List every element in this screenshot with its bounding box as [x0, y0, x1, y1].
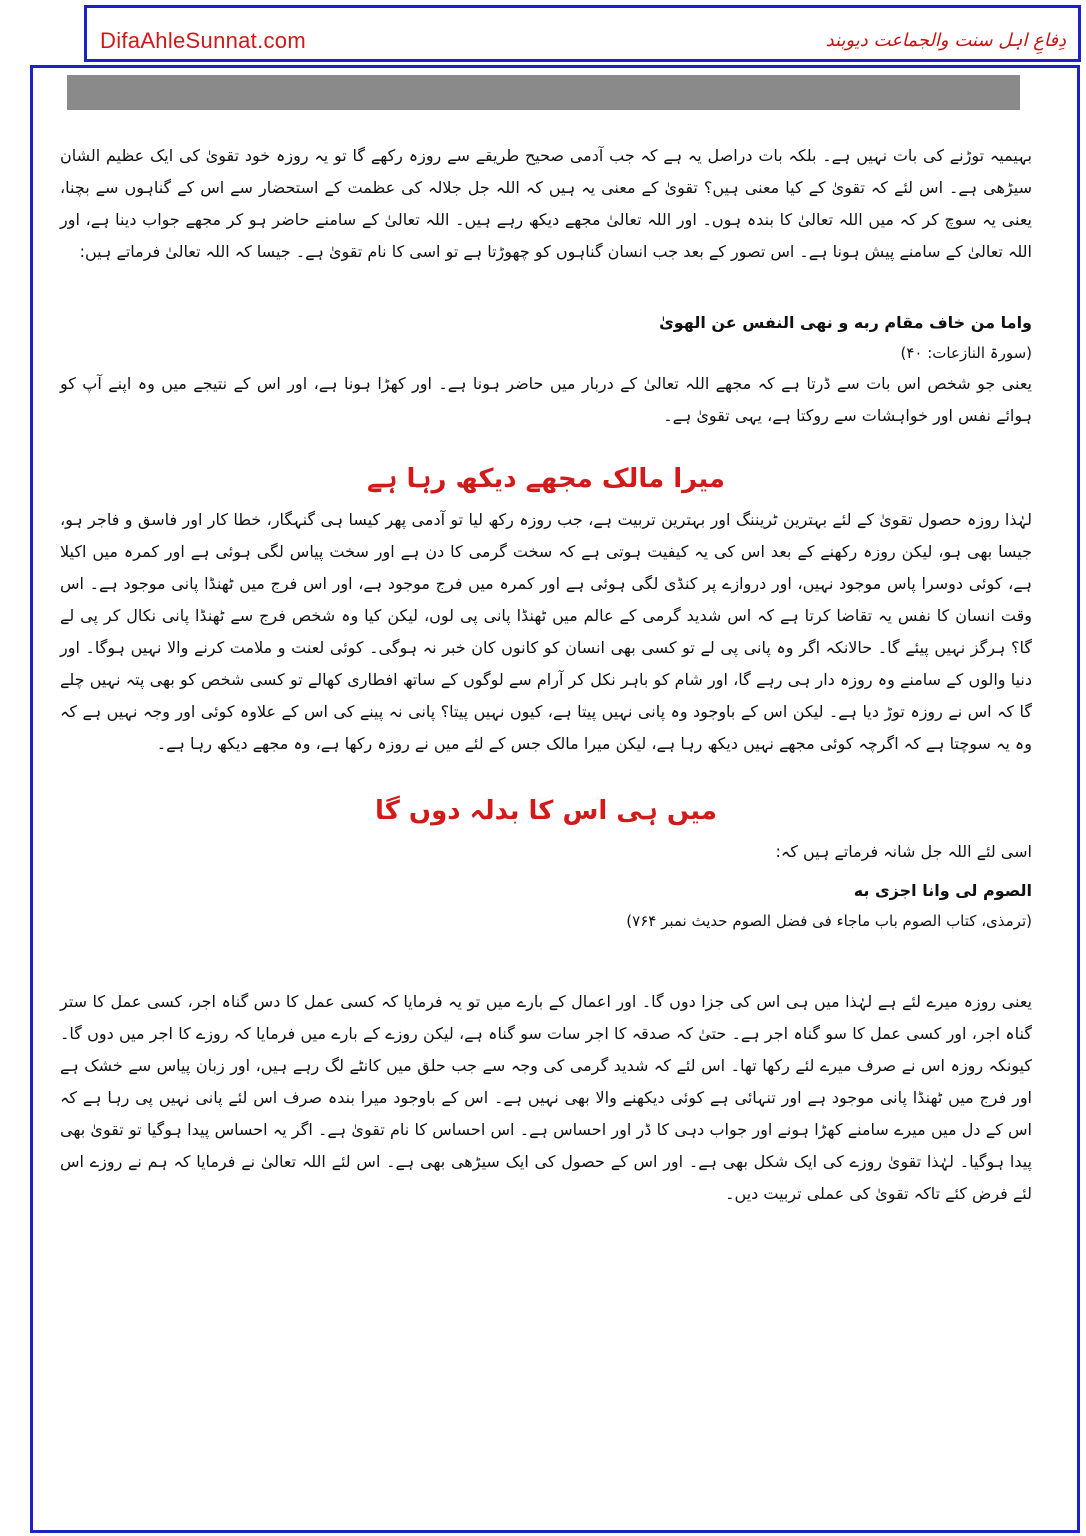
master-paragraph: لہٰذا روزہ حصول تقویٰ کے لئے بہترین ٹریننگ اور بہترین تربیت ہے، جب روزہ رکھ لیا تو آدمی پھر کیسا ہی گنہگار، خطا کار اور فاسق و فاجر ہو، جیسا بھی ہو، لیکن روزہ رکھنے کے بعد اس کی یہ کیفیت ہوتی ہے کہ سخت گرمی کا دن ہے اور سخت پیاس لگی ہوئی ہے اور کمرہ میں اکیلا ہے، کوئی دوسرا پاس موجود نہیں، اور دروازے پر کنڈی لگی ہوئی ہے اور کمرہ میں فرج موجود ہے، اور اس فرج میں ٹھنڈا پانی موجود ہے۔ اس وقت انسان کا نفس یہ تقاضا کرتا ہے کہ اس شدید گرمی کے عالم میں ٹھنڈا پانی پی لوں، لیکن کیا وہ شخص فرج سے ٹھنڈا پانی نکال کر پی لے گا؟ ہرگز نہیں پیئے گا۔ حالانکہ اگر وہ پانی پی لے تو کسی بھی انسان کو کانوں کان خبر نہ ہوگی۔ کوئی لعنت و ملامت کرنے والا نہیں ہوگا۔ اور دنیا والوں کے سامنے وہ روزہ دار ہی رہے گا، اور شام کو باہر نکل کر آرام سے لوگوں کے ساتھ افطاری کھالے تو کسی شخص کو بھی پتہ نہیں چلے گا کہ اس نے روزہ توڑ دیا ہے۔ لیکن اس کے باوجود وہ پانی نہیں پیتا ہے، کیوں نہیں پیتا؟ پانی نہ پینے کی اس کے علاوہ کوئی اور وجہ نہیں ہے کہ وہ یہ سوچتا ہے کہ اگرچہ کوئی مجھے نہیں دیکھ رہا ہے، لیکن میرا مالک جس کے لئے میں نے روزہ رکھا ہے، وہ مجھے دیکھ رہا ہے۔ [60, 510, 1032, 753]
section-heading-reward: میں ہی اس کا بدلہ دوں گا [375, 796, 717, 826]
reward-paragraph: یعنی روزہ میرے لئے ہے لہٰذا میں ہی اس کی جزا دوں گا۔ اور اعمال کے بارے میں تو یہ فرمایا کہ کسی عمل کا دس گناہ اجر، کسی عمل کا ستر گناہ اجر، اور کسی عمل کا سو گناہ اجر ہے۔ حتیٰ کہ صدقہ کا اجر سات سو گناہ ہے، لیکن روزے کے بارے میں فرمایا کہ روزے کا اجر میں دوں گا۔ کیونکہ روزہ اس نے صرف میرے لئے رکھا تھا۔ اس لئے کہ شدید گرمی کی وجہ سے جب حلق میں کانٹے لگ رہے ہیں، اور زبان پیاس سے خشک ہے اور فرج میں ٹھنڈا پانی موجود ہے اور تنہائی ہے کوئی دیکھنے والا بھی نہیں ہے۔ اس کے باوجود میرا بندہ صرف اس لئے پانی نہیں پی رہا ہے کہ اس کے دل میں میرے سامنے کھڑا ہونے اور جواب دہی کا ڈر اور احساس ہے۔ اس احساس کا نام تقویٰ ہے۔ اگر یہ احساس پیدا ہوگیا تو تقویٰ بھی پیدا ہوگیا۔ لہٰذا تقویٰ روزے کی ایک شکل بھی ہے۔ اور اس کے حصول کی ایک سیڑھی بھی ہے۔ اس لئے اللہ تعالیٰ نے فرمایا کہ ہم نے روزے اس لئے فرض کئے تاکہ تقویٰ کی عملی تربیت دیں۔ [60, 992, 1033, 1203]
intro-paragraph: بہیمیہ توڑنے کی بات نہیں ہے۔ بلکہ بات دراصل یہ ہے کہ جب آدمی صحیح طریقے سے روزہ رکھے گا تو یہ روزہ خود تقویٰ کی ایک عظیم الشان سیڑھی ہے۔ اس لئے کہ تقویٰ کے کیا معنی ہیں؟ تقویٰ کے معنی یہ ہیں کہ اللہ جل جلالہ کی عظمت کے استحضار سے اس کے گناہوں سے بچنا، یعنی یہ سوچ کر کہ میں اللہ تعالیٰ کا بندہ ہوں۔ اور اللہ تعالیٰ مجھے دیکھ رہے ہیں۔ اللہ تعالیٰ کے سامنے حاضر ہو کر مجھے جواب دینا ہے، اور اللہ تعالیٰ کے سامنے پیش ہونا ہے۔ اس تصور کے بعد جب انسان گناہوں کو چھوڑتا ہے تو اسی کا نام تقویٰ ہے۔ جیسا کہ اللہ تعالیٰ فرماتے ہیں: [60, 146, 1033, 261]
site-url-link[interactable]: DifaAhleSunnat.com [100, 28, 306, 53]
quran-verse: واما من خاف مقام ربه و نهى النفس عن الهوىٰ [659, 313, 1032, 332]
verse-explanation: یعنی جو شخص اس بات سے ڈرتا ہے کہ مجھے اللہ تعالیٰ کے دربار میں حاضر ہونا ہے۔ اور کھڑا ہونا ہے، اور اس کے نتیجے میں وہ اپنے آپ کو ہوائے نفس اور خواہشات سے روکتا ہے، یہی تقویٰ ہے۔ [60, 374, 1032, 425]
hadith-text: الصوم لی وانا اجزی به [853, 881, 1032, 900]
hadith-reference: (ترمذی، کتاب الصوم باب ماجاء فی فضل الصوم حدیث نمبر ۷۶۴) [626, 912, 1032, 930]
site-title: دِفاعِ اہل سنت والجماعت دیوبند [825, 30, 1066, 51]
hadith-intro: اسی لئے اللہ جل شانہ فرماتے ہیں کہ: [775, 842, 1032, 861]
gray-banner [67, 75, 1020, 110]
section-heading-master: میرا مالک مجھے دیکھ رہا ہے [366, 464, 726, 494]
verse-reference: (سورۃ النازعات: ۴۰) [900, 344, 1032, 362]
article-body [60, 140, 1032, 1210]
